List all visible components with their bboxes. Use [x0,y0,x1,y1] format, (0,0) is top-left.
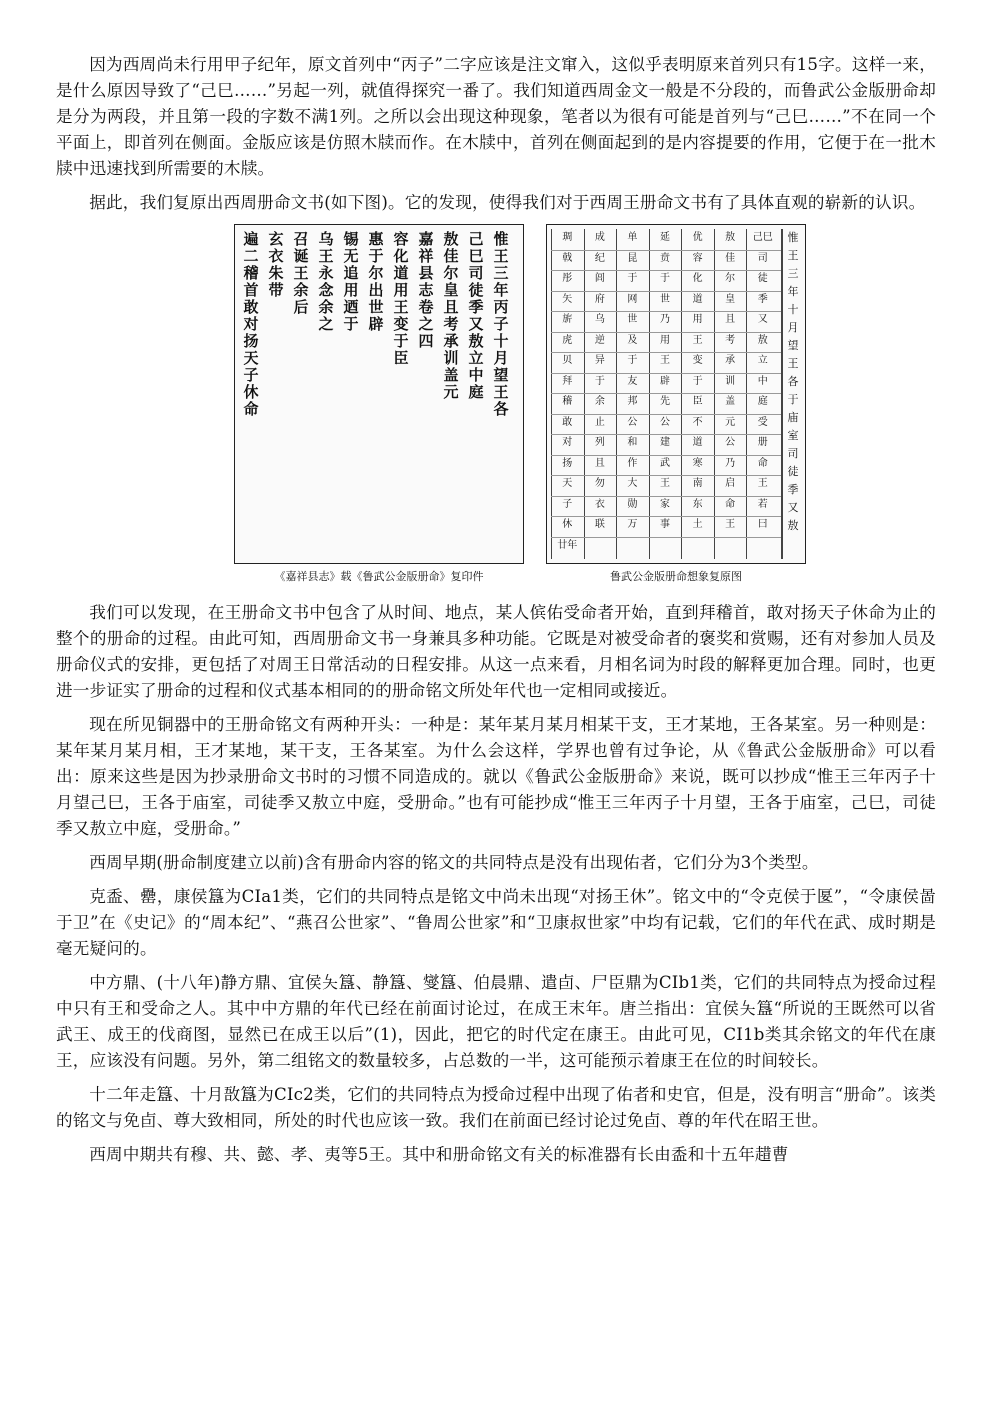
grid-char: 乌 [594,314,605,325]
rubbing-char: 望 [493,366,509,384]
grid-char: 异 [594,355,605,366]
grid-char: 册 [757,437,768,448]
rubbing-char: 永 [318,264,334,282]
grid-footer: 廿年 [557,539,578,551]
reconstruction-grid [551,229,781,559]
grid-char: 贝 [562,355,573,366]
rubbing-char: 元 [443,383,459,401]
grid-char: 承 [725,355,736,366]
rubbing-char: 辟 [368,315,384,333]
rubbing-column [415,231,437,557]
grid-char: 琱 [562,232,573,243]
rubbing-char: 休 [243,383,259,401]
rubbing-char: 三 [493,264,509,282]
grid-char: 尔 [725,273,736,284]
rubbing-column [365,231,387,557]
rubbing-char: 考 [443,315,459,333]
grid-char: 天 [562,478,573,489]
side-column [781,229,803,559]
rubbing-char: 庭 [468,383,484,401]
grid-char: 联 [594,519,605,530]
side-char: 王 [787,357,799,370]
paragraph-8: 十二年走簋、十月敔簋为CIc2类，它们的共同特点为授命过程中出现了佑者和史官，但是，没有明言“册命”。该类的铭文与免卣、尊大致相同，所处的时代也应该一致。我们在前面已经讨论过免卣、尊的年代在昭王世。 [56,1085,936,1130]
grid-char: 延 [659,232,670,243]
grid-char: 闾 [594,273,605,284]
grid-char: 万 [627,519,638,530]
grid-char: 子 [562,498,573,510]
grid-row-line [551,291,781,292]
rubbing-char: 佳 [443,247,459,265]
grid-char: 公 [659,416,670,428]
grid-row-line [551,537,781,538]
figure-left [234,224,524,584]
grid-char: 稽 [562,396,573,407]
rubbing-char: 诞 [293,247,309,265]
side-char: 庙 [787,411,799,424]
rubbing-char: 于 [393,332,409,350]
rubbing-char: 于 [343,315,359,333]
grid-char: 优 [692,232,703,243]
rubbing-image [234,224,524,564]
rubbing-char: 敖 [468,332,484,350]
grid-char: 命 [757,457,768,469]
grid-char: 敢 [562,416,573,428]
grid-char: 用 [692,314,703,325]
rubbing-char: 王 [393,298,409,316]
grid-row-line [551,455,781,456]
rubbing-char: 首 [243,281,259,299]
grid-char: 家 [659,498,670,510]
rubbing-char: 变 [393,315,409,333]
rubbing-column [390,231,412,557]
grid-char: 王 [659,355,670,366]
grid-char: 衣 [594,498,605,510]
rubbing-char: 化 [393,247,409,265]
grid-char: 于 [594,375,605,387]
rubbing-char: 巳 [468,247,484,265]
rubbing-char: 且 [443,298,459,316]
rubbing-char: 天 [243,349,259,367]
grid-row-line [551,311,781,312]
grid-char: 寒 [692,457,703,469]
grid-char: 于 [692,375,703,387]
rubbing-char: 子 [493,315,509,333]
rubbing-char: 承 [443,332,459,350]
rubbing-column [490,231,512,557]
figure-row [56,224,936,594]
rubbing-char: 后 [293,298,309,316]
side-char: 惟 [787,231,799,244]
grid-char: 曰 [757,519,768,530]
grid-char: 敖 [725,232,736,243]
grid-char: 建 [659,437,670,448]
grid-char: 庭 [757,396,768,407]
grid-char: 辟 [659,375,670,387]
document-page [56,52,936,1176]
rubbing-column [340,231,362,557]
rubbing-char: 追 [343,264,359,282]
grid-char: 王 [659,478,670,489]
rubbing-char: 遍 [243,230,259,248]
rubbing-char: 对 [243,315,259,333]
grid-char: 公 [725,437,736,448]
rubbing-char: 容 [393,230,409,248]
figure-left-caption: 《嘉祥县志》载《鲁武公金版册命》复印件 [274,570,484,583]
rubbing-char: 用 [343,281,359,299]
side-char: 室 [787,429,799,442]
grid-char: 先 [659,396,670,407]
side-char: 于 [787,393,799,406]
grid-char: 于 [627,273,638,284]
grid-char: 列 [594,437,605,448]
rubbing-char: 四 [418,332,434,350]
grid-char: 王 [725,519,736,530]
grid-char: 容 [692,252,703,264]
grid-char: 止 [594,416,605,428]
rubbing-char: 王 [318,247,334,265]
grid-char: 昆 [627,252,638,264]
grid-row-line [551,270,781,271]
grid-char: 武 [659,457,670,469]
rubbing-char: 敢 [243,298,259,316]
grid-char: 考 [725,334,736,346]
rubbing-char: 臣 [393,349,409,367]
side-char: 司 [787,447,799,460]
paragraph-1: 因为西周尚未行用甲子纪年，原文首列中“丙子”二字应该是注文窜入，这似乎表明原来首列只有15字。这样一来，是什么原因导致了“己巳……”另起一列，就值得探究一番了。我们知道西周金文一般是不分段的，而鲁武公金版册命却是分为两段，并且第一段的字数不满1列。之所以会出现这种现象，笔者以为很有可能是首列与“己巳……”不在同一个平面上，即首列在侧面。金版应该是仿照木牍而作。在木牍中，首列在侧面起到的是内容提要的作用，它便于在一批木牍中迅速找到所需要的木牍。 [56,55,936,178]
paragraph-5: 西周早期(册命制度建立以前)含有册命内容的铭文的共同特点是没有出现佑者，它们分为3个类型。 [89,853,819,872]
grid-row-line [551,475,781,476]
grid-char: 于 [627,355,638,366]
side-char: 季 [787,483,799,496]
rubbing-char: 之 [418,315,434,333]
grid-char: 且 [594,457,605,469]
side-char: 十 [787,303,799,316]
rubbing-char: 用 [393,281,409,299]
rubbing-column [240,231,262,557]
grid-char: 勋 [627,498,638,510]
rubbing-char: 县 [418,264,434,282]
grid-char: 季 [757,293,768,305]
rubbing-column [265,231,287,557]
paragraph-4: 现在所见铜器中的王册命铭文有两种开头：一种是：某年某月某月相某干支，王才某地，王各某室。另一种则是：某年某月某月相，王才某地，某干支，王各某室。为什么会这样，学界也曾有过争论，从《鲁武公金版册命》可以看出：原来这些是因为抄录册命文书时的习惯不同造成的。就以《鲁武公金版册命》来说，既可以抄成“惟王三年丙子十月望己巳，王各于庙室，司徒季又敖立中庭，受册命。”也有可能抄成“惟王三年丙子十月望，王各于庙室，己巳，司徒季又敖立中庭，受册命。” [56,715,936,838]
grid-row-line [551,414,781,415]
rubbing-char: 出 [368,281,384,299]
side-char: 望 [787,339,799,352]
rubbing-char: 召 [293,230,309,248]
rubbing-char: 稽 [243,264,259,282]
grid-char: 受 [757,416,768,428]
rubbing-char: 念 [318,281,334,299]
rubbing-char: 余 [318,298,334,316]
rubbing-char: 立 [468,349,484,367]
grid-char: 道 [692,293,703,305]
grid-char: 事 [659,519,670,530]
grid-char: 变 [692,355,703,366]
rubbing-char: 无 [343,247,359,265]
grid-char: 皇 [725,293,736,305]
rubbing-char: 道 [393,264,409,282]
rubbing-char: 王 [493,247,509,265]
grid-char: 邦 [627,396,638,407]
grid-char: 世 [627,314,638,325]
grid-char: 公 [627,416,638,428]
grid-char: 余 [594,396,605,407]
grid-char: 中 [757,375,768,387]
side-char: 敖 [787,519,799,532]
rubbing-char: 徒 [468,281,484,299]
grid-char: 作 [627,457,638,469]
grid-char: 乃 [725,457,736,469]
grid-char: 盖 [725,396,736,407]
rubbing-char: 祥 [418,247,434,265]
grid-char: 扬 [562,457,573,469]
grid-char: 勿 [594,478,605,489]
rubbing-char: 尔 [443,264,459,282]
rubbing-char: 二 [243,247,259,265]
rubbing-char: 中 [468,366,484,384]
grid-char: 逆 [594,334,605,346]
grid-char: 用 [659,334,670,346]
grid-char: 成 [594,232,605,243]
side-char: 又 [787,501,799,514]
grid-row-line [551,250,781,251]
rubbing-char: 己 [468,230,484,248]
grid-char: 训 [725,375,736,387]
rubbing-char: 皇 [443,281,459,299]
grid-char: 及 [627,334,638,346]
side-char: 年 [787,285,799,298]
rubbing-char: 又 [468,315,484,333]
grid-char: 徒 [757,273,768,284]
grid-char: 虎 [562,334,573,346]
rubbing-char: 迺 [343,298,359,316]
grid-char: 王 [757,478,768,489]
grid-char: 友 [627,375,638,387]
paragraph-6: 克盉、罍，康侯簋为CIa1类，它们的共同特点是铭文中尚未出现“对扬王休”。铭文中的“令克侯于匽”，“令康侯啚于卫”在《史记》的“周本纪”、“燕召公世家”、“鲁周公世家”和“卫康叔世家”中均有记载，它们的年代在武、成时期是毫无疑问的。 [56,887,936,958]
rubbing-char: 尔 [368,264,384,282]
side-char: 各 [787,375,799,388]
grid-char: 休 [562,519,573,530]
rubbing-char: 子 [243,366,259,384]
rubbing-char: 命 [243,400,259,418]
rubbing-char: 训 [443,349,459,367]
rubbing-char: 各 [493,400,509,418]
grid-row-line [551,352,781,353]
rubbing-char: 玄 [268,230,284,248]
side-char: 徒 [787,465,799,478]
rubbing-char: 嘉 [418,230,434,248]
grid-char: 道 [692,437,703,448]
grid-char: 佳 [725,252,736,264]
rubbing-char: 十 [493,332,509,350]
rubbing-char: 月 [493,349,509,367]
grid-row-line [551,393,781,394]
grid-row-line [551,373,781,374]
grid-char: 立 [757,355,768,366]
rubbing-char: 余 [293,281,309,299]
side-char: 王 [787,249,799,262]
rubbing-char: 年 [493,281,509,299]
rubbing-char: 卷 [418,298,434,316]
grid-row-line [551,332,781,333]
reconstruction-diagram [546,224,806,564]
grid-char: 元 [725,416,736,428]
grid-row-line [551,516,781,517]
rubbing-char: 王 [293,264,309,282]
rubbing-column [290,231,312,557]
paragraph-7: 中方鼎、(十八年)静方鼎、宜侯夨簋、静簋、燮簋、伯晨鼎、遣卣、尸臣鼎为CIb1类，它们的共同特点为授命过程中只有王和受命之人。其中中方鼎的年代已经在前面讨论过，在成王末年。唐兰指出：宜侯夨簋“所说的王既然可以省武王、成王的伐商图，显然已在成王以后”(1)，因此，把它的时代定在康王。由此可见，CI1b类其余铭文的年代在康王，应该没有问题。另外，第二组铭文的数量较多，占总数的一半，这可能预示着康王在位的时间较长。 [56,973,936,1070]
grid-char: 化 [692,273,703,284]
grid-char: 启 [725,478,736,489]
grid-char: 大 [627,478,638,489]
rubbing-char: 丙 [493,298,509,316]
grid-char: 戟 [562,252,573,264]
rubbing-char: 盖 [443,366,459,384]
grid-char: 臣 [692,396,703,407]
grid-char: 土 [692,519,703,530]
grid-char: 且 [725,314,736,325]
side-char: 三 [787,267,799,280]
rubbing-char: 于 [368,247,384,265]
rubbing-column [315,231,337,557]
grid-char: 若 [757,498,768,510]
side-char: 月 [787,321,799,334]
grid-char: 司 [757,252,768,264]
grid-char: 贲 [659,252,670,264]
paragraph-3: 我们可以发现，在王册命文书中包含了从时间、地点，某人傧佑受命者开始，直到拜稽首，敢对扬天子休命为止的整个的册命的过程。由此可知，西周册命文书一身兼具多种功能。它既是对被受命者的褒奖和赏赐，还有对参加人员及册命仪式的安排，更包括了对周王日常活动的日程安排。从这一点来看，月相名词为时段的解释更加合理。同时，也更进一步证实了册命的过程和仪式基本相同的的册命铭文所处年代也一定相同或接近。 [56,603,936,700]
grid-row-line [551,496,781,497]
grid-char: 网 [627,293,638,305]
rubbing-char: 世 [368,298,384,316]
rubbing-char: 之 [318,315,334,333]
figure-right-caption: 鲁武公金版册命想象复原图 [610,570,742,583]
rubbing-char: 带 [268,281,284,299]
grid-char: 王 [692,334,703,346]
rubbing-char: 王 [493,383,509,401]
grid-char: 矢 [562,293,573,305]
paragraph-9: 西周中期共有穆、共、懿、孝、夷等5王。其中和册命铭文有关的标准器有长由盉和十五年趞曹 [89,1145,789,1164]
rubbing-char: 朱 [268,264,284,282]
rubbing-char: 惟 [493,230,509,248]
rubbing-column [465,231,487,557]
rubbing-char: 惠 [368,230,384,248]
grid-char: 乃 [659,314,670,325]
rubbing-char: 扬 [243,332,259,350]
rubbing-char: 司 [468,264,484,282]
grid-char: 敖 [757,334,768,346]
grid-char: 己巳 [752,232,773,243]
rubbing-char: 季 [468,298,484,316]
grid-char: 单 [627,232,638,243]
grid-char: 于 [659,273,670,284]
rubbing-char: 敖 [443,230,459,248]
paragraph-2: 据此，我们复原出西周册命文书(如下图)。它的发现，使得我们对于西周王册命文书有了具体直观的崭新的认识。 [89,193,926,212]
grid-char: 旂 [562,314,573,325]
grid-char: 彤 [562,273,573,284]
grid-row-line [551,434,781,435]
rubbing-char: 志 [418,281,434,299]
grid-char: 纪 [594,252,605,264]
rubbing-char: 乌 [318,230,334,248]
grid-char: 东 [692,498,703,510]
grid-char: 府 [594,293,605,305]
figure-right [546,224,806,584]
grid-char: 拜 [562,375,573,387]
rubbing-char: 锡 [343,230,359,248]
rubbing-char: 衣 [268,247,284,265]
grid-char: 和 [627,437,638,448]
grid-char: 世 [659,293,670,305]
grid-char: 南 [692,478,703,489]
grid-char: 对 [562,437,573,448]
rubbing-column [440,231,462,557]
grid-char: 命 [725,498,736,510]
grid-char: 不 [692,416,703,428]
grid-char: 又 [757,314,768,325]
